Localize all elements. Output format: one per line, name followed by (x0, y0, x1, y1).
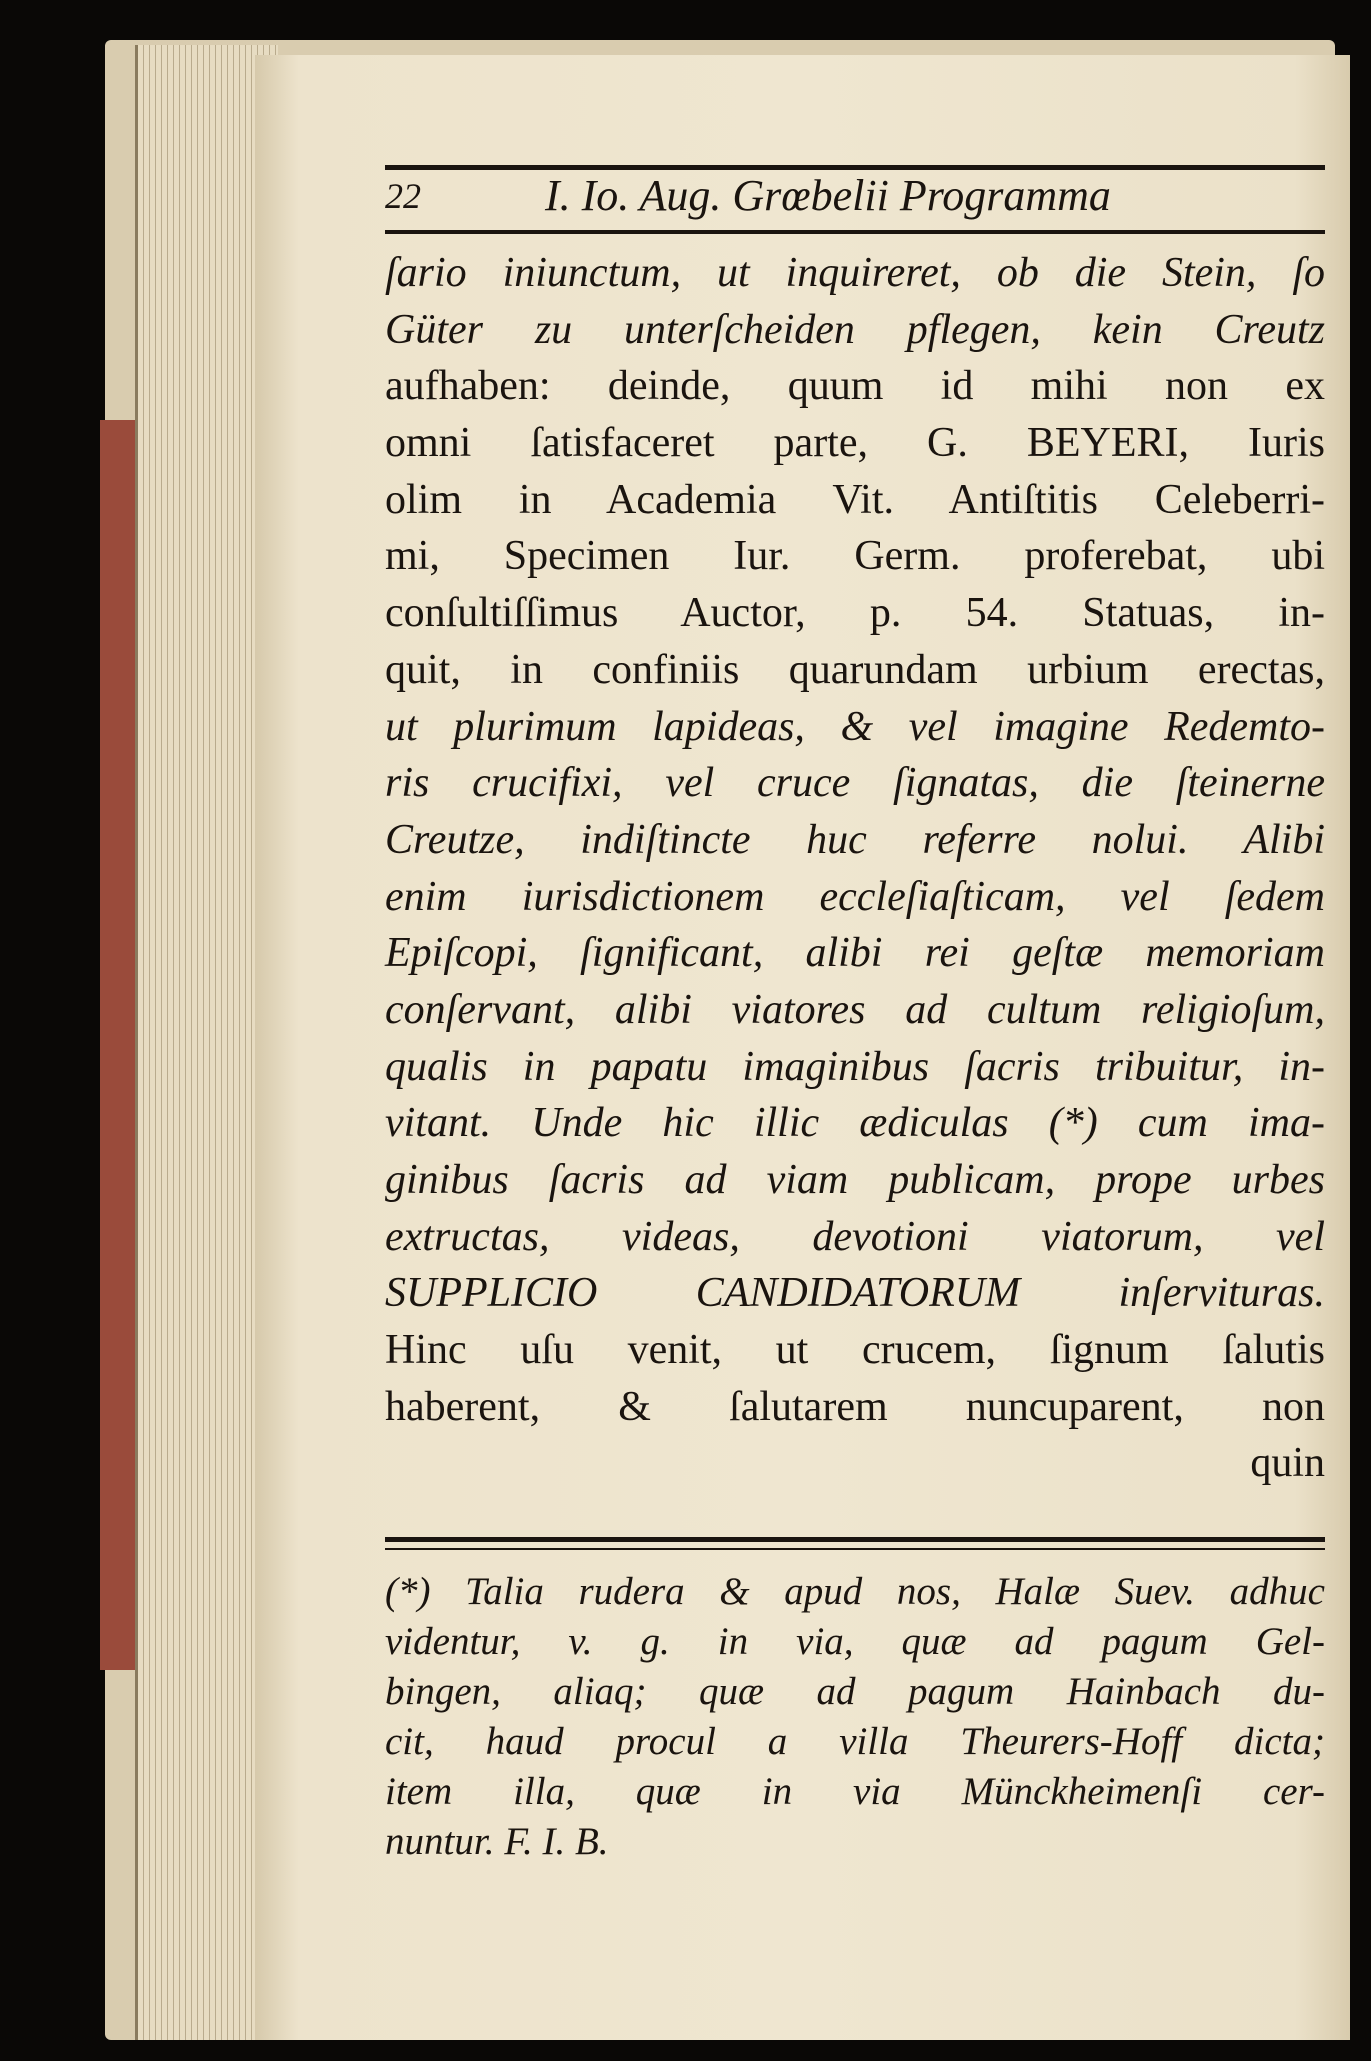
text-line: Hinc uſu venit, ut crucem, ſignum ſalutis (385, 1327, 1325, 1374)
text-line: haberent, & ſalutarem nuncuparent, non (385, 1383, 1325, 1430)
page-number: 22 (385, 176, 421, 216)
text-line: olim in Academia Vit. Antiſtitis Celeberri- (385, 476, 1325, 523)
catchword: quin (1250, 1440, 1325, 1487)
book-page (255, 55, 1350, 2040)
footnote (385, 1567, 1325, 1867)
text-line: mi, Specimen Iur. Germ. proferebat, ubi (385, 533, 1325, 580)
text-line: aufhaben: deinde, quum id mihi non ex (385, 363, 1325, 410)
text-line: vitant. Unde hic illic ædiculas (*) cum ima- (385, 1100, 1325, 1147)
text-line: qualis in papatu imaginibus ſacris tribuitur, in- (385, 1043, 1325, 1090)
text-line: Epiſcopi, ſignificant, alibi rei geſtæ memoriam (385, 930, 1325, 977)
text-line: ris crucifixi, vel cruce ſignatas, die ſteinerne (385, 760, 1325, 807)
footnote-line: videntur, v. g. in via, quæ ad pagum Gel- (385, 1620, 1325, 1663)
running-title: I. Io. Aug. Grœbelii Programma (545, 171, 1111, 220)
text-line: conſervant, alibi viatores ad cultum religioſum, (385, 986, 1325, 1033)
text-line: ut plurimum lapideas, & vel imagine Redemto- (385, 703, 1325, 750)
text-line: omni ſatisfaceret parte, G. BEYERI, Iuris (385, 420, 1325, 467)
text-line: quit, in confiniis quarundam urbium erectas, (385, 646, 1325, 693)
text-line: Güter zu unterſcheiden pflegen, kein Creutz (385, 306, 1325, 353)
footnote-rule-thin (385, 1548, 1325, 1550)
text-line: extructas, videas, devotioni viatorum, vel (385, 1213, 1325, 1260)
footnote-line: bingen, aliaq; quæ ad pagum Hainbach du- (385, 1670, 1325, 1713)
running-head (385, 165, 1325, 234)
text-line: ginibus ſacris ad viam publicam, prope urbes (385, 1157, 1325, 1203)
main-text (385, 245, 1325, 1492)
footnote-line: cit, haud procul a villa Theurers-Hoff dicta; (385, 1720, 1325, 1763)
text-line: enim iurisdictionem eccleſiaſticam, vel ſedem (385, 873, 1325, 920)
text-line: SUPPLICIO CANDIDATORUM inſervituras. (385, 1270, 1325, 1317)
text-line: conſultiſſimus Auctor, p. 54. Statuas, in- (385, 590, 1325, 637)
footnote-line: (*) Talia rudera & apud nos, Halæ Suev. adhuc (385, 1570, 1325, 1613)
text-line: Creutze, indiſtincte huc referre nolui. Alibi (385, 816, 1325, 863)
footnote-line: item illa, quæ in via Münckheimenſi cer- (385, 1770, 1325, 1813)
footnote-rule (385, 1537, 1325, 1542)
footnote-line: nuntur. F. I. B. (385, 1820, 609, 1863)
text-line: ſario iniunctum, ut inquireret, ob die Stein, ſo (385, 250, 1325, 296)
